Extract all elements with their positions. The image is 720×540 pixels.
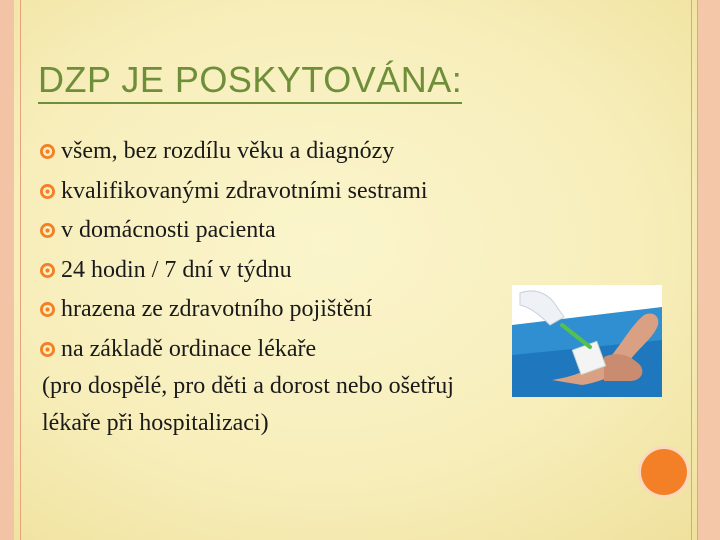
- gear-bullet-icon: [40, 263, 55, 278]
- list-item: [40, 211, 700, 251]
- list-item: [40, 132, 700, 172]
- left-frame-line: [20, 0, 21, 540]
- left-decorative-band: [0, 0, 14, 540]
- list-item-text: všem, bez rozdílu věku a diagnózy: [61, 138, 395, 165]
- list-item-text: v domácnosti pacienta: [61, 217, 276, 244]
- gear-bullet-icon: [40, 342, 55, 357]
- bandaged-foot-photo: [512, 285, 662, 397]
- continuation-text: [42, 368, 562, 442]
- foot-illustration: [512, 285, 662, 397]
- list-item-text: kvalifikovanými zdravotními sestrami: [61, 177, 428, 204]
- continuation-line: lékaře při hospitalizaci): [42, 410, 269, 436]
- list-item-text: 24 hodin / 7 dní v týdnu: [61, 256, 292, 283]
- list-item-text: na základě ordinace lékaře: [61, 335, 317, 362]
- slide-title: DZP JE POSKYTOVÁNA:: [38, 58, 462, 104]
- gear-bullet-icon: [40, 223, 55, 238]
- orange-circle-decoration: [641, 449, 687, 495]
- right-decorative-band: [697, 0, 720, 540]
- list-item-text: hrazena ze zdravotního pojištění: [61, 296, 373, 323]
- continuation-line: (pro dospělé, pro děti a dorost nebo ošetřuj: [42, 373, 454, 399]
- gear-bullet-icon: [40, 144, 55, 159]
- gear-bullet-icon: [40, 184, 55, 199]
- gear-bullet-icon: [40, 302, 55, 317]
- list-item: [40, 172, 700, 212]
